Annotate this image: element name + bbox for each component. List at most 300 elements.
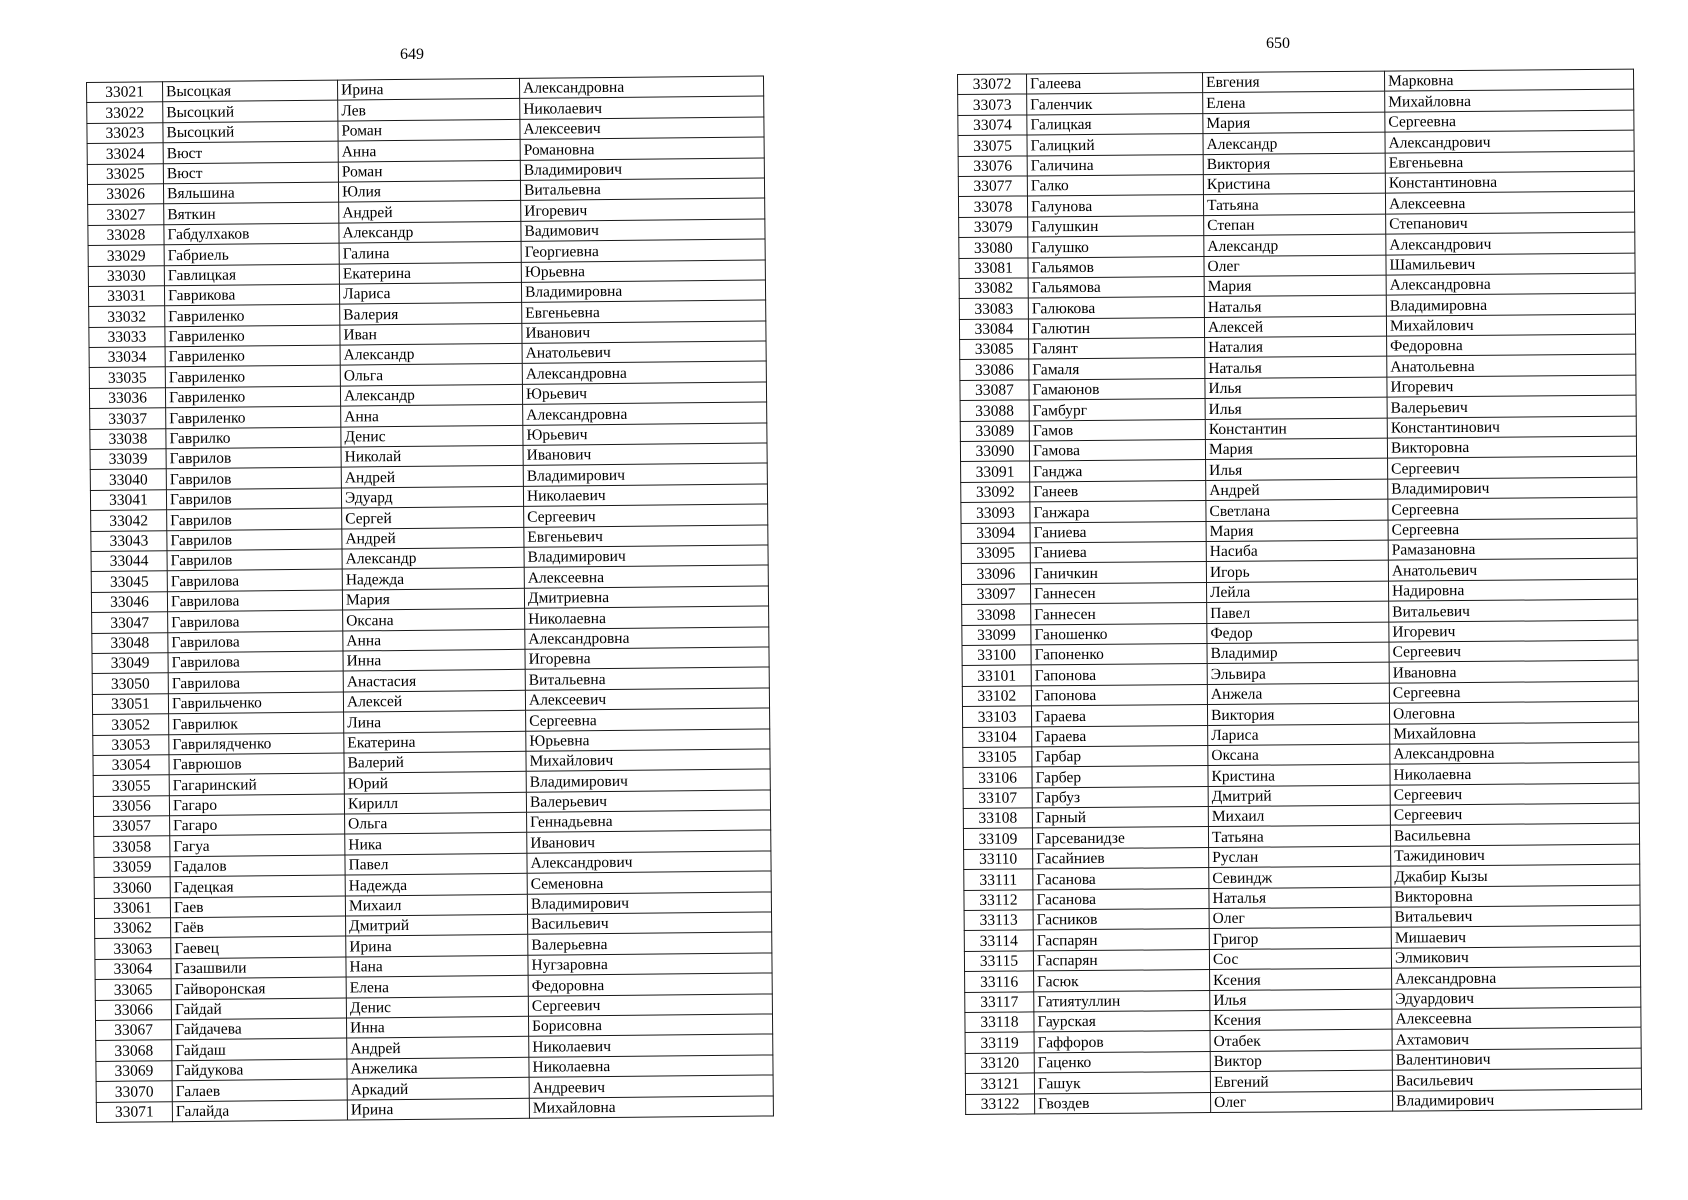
first-name-cell: Андрей [347, 1037, 529, 1059]
patronymic-cell: Вадимович [521, 219, 765, 242]
record-number-cell: 33080 [959, 237, 1028, 258]
first-name-cell: Андрей [339, 201, 521, 223]
patronymic-cell: Андреевич [529, 1075, 773, 1098]
first-name-cell: Евгений [1210, 1070, 1392, 1092]
patronymic-cell: Борисовна [528, 1014, 772, 1037]
surname-cell: Галянт [1029, 338, 1205, 360]
first-name-cell: Татьяна [1208, 826, 1390, 848]
record-number-cell: 33115 [964, 951, 1033, 972]
patronymic-cell: Степанович [1386, 212, 1635, 234]
surname-cell: Гашук [1034, 1072, 1210, 1094]
first-name-cell: Анжела [1207, 683, 1389, 705]
surname-cell: Галеева [1027, 73, 1203, 95]
surname-cell: Ганжара [1030, 501, 1206, 523]
surname-cell: Гамбург [1029, 399, 1205, 421]
record-number-cell: 33117 [965, 992, 1034, 1013]
record-number-cell: 33111 [964, 869, 1033, 890]
patronymic-cell: Романовна [520, 137, 764, 160]
surname-cell: Гайдачева [172, 1018, 347, 1040]
patronymic-cell: Джабир Кызы [1391, 864, 1640, 886]
first-name-cell: Ксения [1210, 968, 1392, 990]
first-name-cell: Инна [346, 1016, 528, 1038]
surname-cell: Гаспарян [1033, 949, 1209, 971]
surname-cell: Гаёв [171, 916, 346, 938]
surname-cell: Гавриленко [166, 406, 341, 428]
first-name-cell: Екатерина [344, 731, 526, 753]
first-name-cell: Ольга [340, 364, 522, 386]
surname-cell: Гапоненко [1031, 643, 1207, 665]
patronymic-cell: Васильевич [1392, 1068, 1641, 1090]
patronymic-cell: Александровна [525, 627, 769, 650]
patronymic-cell: Владимирович [1388, 477, 1637, 499]
record-number-cell: 33041 [90, 490, 166, 511]
patronymic-cell: Сергеевич [528, 994, 772, 1017]
surname-cell: Гавриленко [165, 304, 340, 326]
patronymic-cell: Александровна [522, 361, 766, 384]
record-number-cell: 33050 [92, 673, 168, 694]
record-number-cell: 33105 [963, 747, 1032, 768]
record-number-cell: 33101 [962, 665, 1031, 686]
first-name-cell: Михаил [1208, 805, 1390, 827]
patronymic-cell: Евгеньевич [524, 525, 768, 548]
first-name-cell: Павел [1207, 601, 1389, 623]
first-name-cell: Виктор [1210, 1050, 1392, 1072]
first-name-cell: Лев [338, 99, 520, 121]
patronymic-cell: Николаевич [520, 96, 764, 119]
first-name-cell: Михаил [345, 894, 527, 916]
surname-cell: Гаврилова [167, 590, 342, 612]
surname-cell: Гаффоров [1034, 1031, 1210, 1053]
first-name-cell: Алексей [1204, 316, 1386, 338]
patronymic-cell: Олеговна [1389, 701, 1638, 723]
record-number-cell: 33097 [962, 584, 1031, 605]
surname-cell: Гагаро [170, 814, 345, 836]
record-number-cell: 33036 [89, 388, 165, 409]
registry-rows-right [958, 69, 1642, 1114]
surname-cell: Гаврилов [167, 508, 342, 530]
record-number-cell: 33057 [94, 816, 170, 837]
patronymic-cell: Александрович [1386, 232, 1635, 254]
surname-cell: Вяльшина [163, 182, 338, 204]
record-number-cell: 33021 [87, 82, 163, 103]
record-number-cell: 33089 [960, 421, 1029, 442]
first-name-cell: Отабек [1210, 1029, 1392, 1051]
record-number-cell: 33052 [93, 714, 169, 735]
patronymic-cell: Юрьевна [521, 260, 765, 283]
first-name-cell: Лариса [1208, 724, 1390, 746]
patronymic-cell: Николаевна [1390, 762, 1639, 784]
patronymic-cell: Валерьевич [1387, 395, 1636, 417]
patronymic-cell: Константиновна [1385, 171, 1634, 193]
surname-cell: Гамов [1029, 419, 1205, 441]
page-number-left: 649 [400, 46, 424, 63]
record-number-cell: 33081 [959, 257, 1028, 278]
first-name-cell: Николай [341, 445, 523, 467]
record-number-cell: 33026 [87, 184, 163, 205]
record-number-cell: 33029 [88, 245, 164, 266]
patronymic-cell: Дмитриевна [524, 586, 768, 609]
record-number-cell: 33064 [95, 959, 171, 980]
record-number-cell: 33024 [87, 143, 163, 164]
record-number-cell: 33038 [90, 428, 166, 449]
patronymic-cell: Рамазановна [1388, 538, 1637, 560]
first-name-cell: Дмитрий [1208, 785, 1390, 807]
first-name-cell: Андрей [1206, 479, 1388, 501]
record-number-cell: 33085 [960, 339, 1029, 360]
first-name-cell: Евгения [1202, 71, 1384, 93]
first-name-cell: Лина [344, 710, 526, 732]
record-number-cell: 33079 [959, 217, 1028, 238]
record-number-cell: 33055 [93, 775, 169, 796]
patronymic-cell: Тажидинович [1391, 844, 1640, 866]
first-name-cell: Валерия [340, 303, 522, 325]
record-number-cell: 33091 [961, 461, 1030, 482]
record-number-cell: 33042 [91, 510, 167, 531]
first-name-cell: Анна [338, 140, 520, 162]
patronymic-cell: Георгиевна [521, 239, 765, 262]
first-name-cell: Роман [338, 160, 520, 182]
surname-cell: Высоцкий [163, 121, 338, 143]
surname-cell: Гараева [1031, 705, 1207, 727]
surname-cell: Галюкова [1028, 297, 1204, 319]
surname-cell: Галайда [172, 1100, 347, 1122]
surname-cell: Гасников [1033, 909, 1209, 931]
first-name-cell: Илья [1210, 989, 1392, 1011]
surname-cell: Гаврилов [166, 467, 341, 489]
surname-cell: Ганнесен [1031, 603, 1207, 625]
first-name-cell: Наталья [1205, 357, 1387, 379]
record-number-cell: 33033 [89, 326, 165, 347]
record-number-cell: 33054 [93, 755, 169, 776]
record-number-cell: 33025 [87, 163, 163, 184]
surname-cell: Галицкая [1027, 113, 1203, 135]
registry-table-right [957, 69, 1642, 1115]
first-name-cell: Ксения [1210, 1009, 1392, 1031]
record-number-cell: 33067 [96, 1020, 172, 1041]
first-name-cell: Роман [338, 119, 520, 141]
surname-cell: Гаспарян [1033, 929, 1209, 951]
surname-cell: Гавриленко [165, 345, 340, 367]
patronymic-cell: Иванович [527, 830, 771, 853]
first-name-cell: Илья [1205, 377, 1387, 399]
patronymic-cell: Валерьевна [528, 932, 772, 955]
record-number-cell: 33059 [94, 857, 170, 878]
patronymic-cell: Анатольевич [522, 341, 766, 364]
first-name-cell: Владимир [1207, 642, 1389, 664]
patronymic-cell: Евгеньевна [1385, 151, 1634, 173]
surname-cell: Гарбер [1032, 766, 1208, 788]
record-number-cell: 33121 [965, 1073, 1034, 1094]
first-name-cell: Севиндж [1209, 866, 1391, 888]
surname-cell: Гавриленко [165, 325, 340, 347]
first-name-cell: Анна [341, 405, 523, 427]
surname-cell: Галицкий [1027, 134, 1203, 156]
patronymic-cell: Сергеевич [524, 504, 768, 527]
surname-cell: Гарбуз [1032, 786, 1208, 808]
first-name-cell: Алексей [343, 690, 525, 712]
patronymic-cell: Сергеевна [1388, 497, 1637, 519]
first-name-cell: Андрей [341, 466, 523, 488]
surname-cell: Гамаюнов [1029, 378, 1205, 400]
first-name-cell: Ника [345, 833, 527, 855]
first-name-cell: Денис [346, 996, 528, 1018]
first-name-cell: Анжелика [347, 1057, 529, 1079]
patronymic-cell: Николаевна [529, 1055, 773, 1078]
surname-cell: Галко [1027, 175, 1203, 197]
patronymic-cell: Сергеевич [1388, 457, 1637, 479]
first-name-cell: Лариса [339, 282, 521, 304]
surname-cell: Ганошенко [1031, 623, 1207, 645]
first-name-cell: Сос [1209, 948, 1391, 970]
surname-cell: Ганеев [1030, 480, 1206, 502]
record-number-cell: 33071 [96, 1101, 172, 1122]
surname-cell: Гасанова [1033, 868, 1209, 890]
registry-table-left [86, 75, 774, 1122]
first-name-cell: Лейла [1207, 581, 1389, 603]
surname-cell: Газашвили [171, 957, 346, 979]
record-number-cell: 33065 [95, 979, 171, 1000]
record-number-cell: 33112 [964, 890, 1033, 911]
patronymic-cell: Николаевич [529, 1034, 773, 1057]
surname-cell: Гаврилова [168, 671, 343, 693]
surname-cell: Ганиева [1030, 542, 1206, 564]
record-number-cell: 33088 [960, 400, 1029, 421]
first-name-cell: Павел [345, 853, 527, 875]
patronymic-cell: Нугзаровна [528, 953, 772, 976]
surname-cell: Гаврюшов [169, 753, 344, 775]
surname-cell: Галунова [1027, 195, 1203, 217]
record-number-cell: 33075 [958, 135, 1027, 156]
patronymic-cell: Иванович [523, 443, 767, 466]
patronymic-cell: Михайловна [1385, 90, 1634, 112]
patronymic-cell: Юрьевич [523, 423, 767, 446]
record-number-cell: 33032 [89, 306, 165, 327]
surname-cell: Гаврилова [168, 651, 343, 673]
patronymic-cell: Витальевич [1391, 905, 1640, 927]
first-name-cell: Мария [1203, 112, 1385, 134]
first-name-cell: Александр [339, 221, 521, 243]
surname-cell: Гагуа [170, 835, 345, 857]
surname-cell: Гатиятуллин [1034, 990, 1210, 1012]
record-number-cell: 33035 [89, 367, 165, 388]
patronymic-cell: Витальевич [1389, 599, 1638, 621]
patronymic-cell: Ахтамович [1392, 1028, 1641, 1050]
first-name-cell: Александр [1203, 132, 1385, 154]
surname-cell: Гапонова [1031, 684, 1207, 706]
patronymic-cell: Геннадьевна [527, 810, 771, 833]
surname-cell: Гарный [1032, 807, 1208, 829]
record-number-cell: 33048 [92, 632, 168, 653]
surname-cell: Гаврилова [167, 569, 342, 591]
surname-cell: Гагаринский [169, 773, 344, 795]
surname-cell: Высоцкий [163, 100, 338, 122]
surname-cell: Галушкин [1028, 215, 1204, 237]
record-number-cell: 33051 [92, 693, 168, 714]
patronymic-cell: Алексеевич [520, 117, 764, 140]
patronymic-cell: Эдуардович [1392, 987, 1641, 1009]
first-name-cell: Иван [340, 323, 522, 345]
patronymic-cell: Михайловна [529, 1095, 773, 1118]
first-name-cell: Александр [1204, 234, 1386, 256]
first-name-cell: Мария [342, 588, 524, 610]
patronymic-cell: Иванович [522, 321, 766, 344]
patronymic-cell: Алексеевна [1392, 1007, 1641, 1029]
patronymic-cell: Сергеевна [1389, 681, 1638, 703]
patronymic-cell: Шамильевич [1386, 253, 1635, 275]
first-name-cell: Кристина [1208, 764, 1390, 786]
patronymic-cell: Александровна [1392, 966, 1641, 988]
first-name-cell: Татьяна [1203, 193, 1385, 215]
first-name-cell: Анастасия [343, 670, 525, 692]
patronymic-cell: Алексеевна [524, 565, 768, 588]
record-number-cell: 33030 [88, 265, 164, 286]
first-name-cell: Валерий [344, 751, 526, 773]
surname-cell: Гадецкая [170, 875, 345, 897]
surname-cell: Гарсеванидзе [1032, 827, 1208, 849]
first-name-cell: Мария [1204, 275, 1386, 297]
surname-cell: Гвоздев [1035, 1092, 1211, 1114]
patronymic-cell: Игоревич [1387, 375, 1636, 397]
record-number-cell: 33114 [964, 930, 1033, 951]
record-number-cell: 33022 [87, 102, 163, 123]
record-number-cell: 33027 [88, 204, 164, 225]
surname-cell: Гавриленко [165, 366, 340, 388]
surname-cell: Гаврикова [164, 284, 339, 306]
surname-cell: Гальямова [1028, 276, 1204, 298]
record-number-cell: 33119 [965, 1032, 1034, 1053]
patronymic-cell: Александровна [519, 76, 763, 99]
record-number-cell: 33061 [94, 897, 170, 918]
surname-cell: Гаврилов [167, 549, 342, 571]
surname-cell: Гамова [1029, 440, 1205, 462]
patronymic-cell: Николаевич [523, 484, 767, 507]
patronymic-cell: Владимирович [527, 892, 771, 915]
first-name-cell: Эдуард [341, 486, 523, 508]
surname-cell: Гаврильченко [168, 692, 343, 714]
first-name-cell: Константин [1205, 418, 1387, 440]
first-name-cell: Олег [1211, 1091, 1393, 1113]
first-name-cell: Екатерина [339, 262, 521, 284]
patronymic-cell: Константинович [1387, 416, 1636, 438]
patronymic-cell: Владимировна [1386, 293, 1635, 315]
record-number-cell: 33034 [89, 347, 165, 368]
first-name-cell: Мария [1205, 438, 1387, 460]
surname-cell: Галушко [1028, 236, 1204, 258]
surname-cell: Гайдукова [172, 1059, 347, 1081]
patronymic-cell: Владимирович [520, 158, 764, 181]
record-number-cell: 33078 [958, 196, 1027, 217]
record-number-cell: 33116 [965, 971, 1034, 992]
record-number-cell: 33070 [96, 1081, 172, 1102]
first-name-cell: Александр [340, 384, 522, 406]
patronymic-cell: Юрьевна [526, 728, 770, 751]
record-number-cell: 33113 [964, 910, 1033, 931]
surname-cell: Гальямов [1028, 256, 1204, 278]
first-name-cell: Сергей [342, 507, 524, 529]
surname-cell: Гаврилко [166, 427, 341, 449]
patronymic-cell: Владимировна [521, 280, 765, 303]
first-name-cell: Нана [346, 955, 528, 977]
first-name-cell: Мария [1206, 520, 1388, 542]
record-number-cell: 33043 [91, 530, 167, 551]
record-number-cell: 33110 [964, 849, 1033, 870]
patronymic-cell: Михайлович [1386, 314, 1635, 336]
surname-cell: Гайворонская [171, 977, 346, 999]
record-number-cell: 33066 [95, 999, 171, 1020]
record-number-cell: 33076 [958, 156, 1027, 177]
patronymic-cell: Александровна [523, 402, 767, 425]
patronymic-cell: Анатольевич [1388, 559, 1637, 581]
surname-cell: Гасанова [1033, 888, 1209, 910]
surname-cell: Гаценко [1034, 1051, 1210, 1073]
patronymic-cell: Игоревна [525, 647, 769, 670]
patronymic-cell: Элмикович [1391, 946, 1640, 968]
patronymic-cell: Васильевич [528, 912, 772, 935]
surname-cell: Гавриленко [165, 386, 340, 408]
record-number-cell: 33058 [94, 836, 170, 857]
surname-cell: Гаврилядченко [169, 733, 344, 755]
record-number-cell: 33031 [88, 286, 164, 307]
patronymic-cell: Михайлович [526, 749, 770, 772]
registry-rows-left [87, 76, 774, 1122]
record-number-cell: 33118 [965, 1012, 1034, 1033]
first-name-cell: Дмитрий [346, 914, 528, 936]
patronymic-cell: Владимирович [524, 545, 768, 568]
surname-cell: Гарбар [1032, 745, 1208, 767]
record-number-cell: 33053 [93, 734, 169, 755]
patronymic-cell: Алексеевич [525, 688, 769, 711]
surname-cell: Гаврилов [167, 529, 342, 551]
surname-cell: Ганиева [1030, 521, 1206, 543]
record-number-cell: 33044 [91, 551, 167, 572]
record-number-cell: 33049 [92, 653, 168, 674]
record-number-cell: 33122 [966, 1093, 1035, 1114]
surname-cell: Габдулхаков [164, 223, 339, 245]
patronymic-cell: Валерьевич [526, 790, 770, 813]
patronymic-cell: Марковна [1384, 69, 1633, 91]
patronymic-cell: Федоровна [528, 973, 772, 996]
patronymic-cell: Александрович [527, 851, 771, 874]
first-name-cell: Федор [1207, 622, 1389, 644]
first-name-cell: Надежда [342, 568, 524, 590]
record-number-cell: 33056 [93, 795, 169, 816]
first-name-cell: Насиба [1206, 540, 1388, 562]
record-number-cell: 33087 [960, 380, 1029, 401]
patronymic-cell: Александрович [1385, 130, 1634, 152]
first-name-cell: Ирина [347, 1098, 529, 1120]
surname-cell: Гаурская [1034, 1011, 1210, 1033]
record-number-cell: 33103 [962, 706, 1031, 727]
record-number-cell: 33072 [958, 74, 1027, 95]
record-number-cell: 33063 [95, 938, 171, 959]
record-number-cell: 33095 [961, 543, 1030, 564]
surname-cell: Галаев [172, 1079, 347, 1101]
record-number-cell: 33106 [963, 767, 1032, 788]
surname-cell: Гапонова [1031, 664, 1207, 686]
first-name-cell: Александр [342, 547, 524, 569]
record-number-cell: 33098 [962, 604, 1031, 625]
surname-cell: Гаевец [171, 936, 346, 958]
surname-cell: Гаврилова [168, 610, 343, 632]
surname-cell: Ганджа [1030, 460, 1206, 482]
record-number-cell: 33040 [90, 469, 166, 490]
page-number-right: 650 [1266, 35, 1290, 52]
record-number-cell: 33039 [90, 449, 166, 470]
surname-cell: Высоцкая [163, 80, 338, 102]
record-number-cell: 33037 [90, 408, 166, 429]
first-name-cell: Илья [1206, 459, 1388, 481]
record-number-cell: 33102 [962, 686, 1031, 707]
